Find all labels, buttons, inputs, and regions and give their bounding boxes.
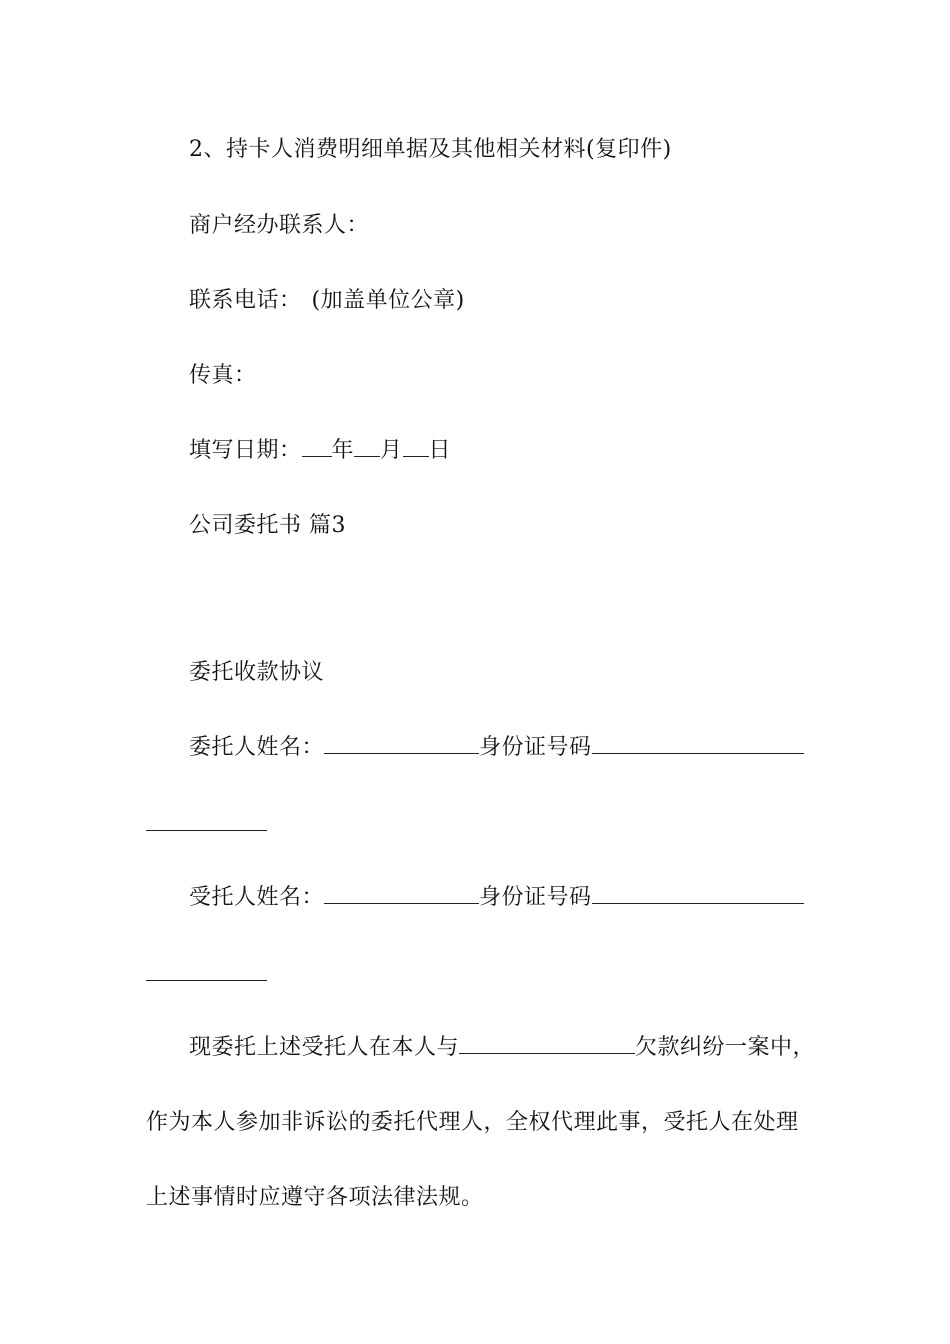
counterparty-blank [459,1035,635,1054]
agent-name-label: 受托人姓名： [189,885,325,910]
phone-label: 联系电话： [189,288,302,313]
principal-line [189,733,804,763]
seal-note: (加盖单位公章) [311,288,465,313]
paragraph-line-2: 作为本人参加非诉讼的委托代理人，全权代理此事，受托人在处理 [146,1110,799,1135]
agent-id-label: 身份证号码 [479,885,592,910]
phone-line [189,286,465,316]
principal-id-blank-continued [146,830,267,831]
day-label: 日 [428,438,452,463]
agent-line [189,883,804,913]
year-label: 年 [331,438,355,463]
month-blank [354,438,380,457]
fax-label: 传真： [189,363,257,388]
principal-name-label: 委托人姓名： [189,735,325,760]
principal-id-blank [592,735,804,754]
agreement-title: 委托收款协议 [189,660,325,685]
day-blank [403,438,429,457]
agent-name-blank [324,885,479,904]
principal-name-blank [324,735,479,754]
month-label: 月 [380,438,403,463]
paragraph-line-1 [189,1033,815,1063]
principal-id-label: 身份证号码 [479,735,592,760]
item-2-text: 2、持卡人消费明细单据及其他相关材料(复印件) [189,137,672,162]
paragraph-part-1: 现委托上述受托人在本人与 [189,1035,460,1060]
fill-date-label: 填写日期： [189,438,302,463]
paragraph-part-2: 欠款纠纷一案中， [635,1035,816,1060]
agent-id-blank [592,885,804,904]
paragraph-line-3: 上述事情时应遵守各项法律法规。 [146,1185,484,1210]
fill-date-line [189,436,451,466]
section-title: 公司委托书 篇3 [189,513,346,538]
year-blank [302,438,332,457]
merchant-contact-label: 商户经办联系人： [189,213,370,238]
agent-id-blank-continued [146,980,267,981]
